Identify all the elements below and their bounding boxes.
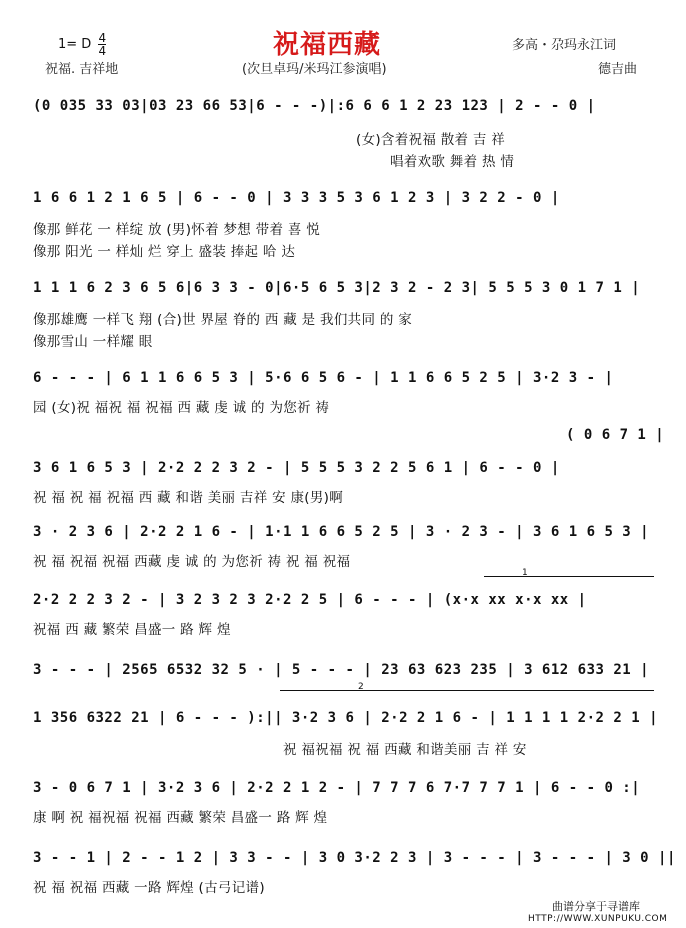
score-line-2-notes: 1 6 6 1 2 1 6 5 | 6 - - 0 | 3 3 3 5 3 6 1 2 3 | 3 2 2 - 0 | xyxy=(33,190,560,206)
score-line-12-lyric-1: 祝 福 祝福 西藏 一路 辉煌 (古弓记谱) xyxy=(33,880,265,896)
score-line-1-lyric-2: 唱着欢歌 舞着 热 情 xyxy=(390,154,515,170)
score-line-8-lyric-1: 祝福 西 藏 繁荣 昌盛一 路 辉 煌 xyxy=(33,622,231,638)
key-signature: 1= D $\frac{4}{4}$ xyxy=(58,31,107,58)
score-line-4-lyric-1: 园 (女)祝 福祝 福 祝福 西 藏 虔 诚 的 为您祈 祷 xyxy=(33,400,330,416)
score-line-9-notes: 3 - - - | 2565 6532 32 5 · | 5 - - - | 23 63 623 235 | 3 612 633 21 | xyxy=(33,662,650,678)
score-line-11-lyric-1: 康 啊 祝 福祝福 祝福 西藏 繁荣 昌盛一 路 辉 煌 xyxy=(33,810,328,826)
score-line-7-lyric-1: 祝 福 祝福 祝福 西藏 虔 诚 的 为您祈 祷 祝 福 祝福 xyxy=(33,554,351,570)
subtitle: 祝福. 吉祥地 xyxy=(45,62,119,77)
score-line-7-notes: 3 · 2 3 6 | 2·2 2 1 6 - | 1·1 1 6 6 5 2 5 | 3 · 2 3 - | 3 6 1 6 5 3 | xyxy=(33,524,650,540)
score-line-12-notes: 3 - - 1 | 2 - - 1 2 | 3 3 - - | 3 0 3·2 2 3 | 3 - - - | 3 - - - | 3 0 || xyxy=(33,850,676,866)
composer: 德吉曲 xyxy=(598,62,638,77)
volta-bracket-1: 1 xyxy=(484,576,654,577)
score-line-4-notes: 6 - - - | 6 1 1 6 6 5 3 | 5·6 6 5 6 - | 1 1 6 6 5 2 5 | 3·2 3 - | xyxy=(33,370,614,386)
score-line-6-lyric-1: 祝 福 祝 福 祝福 西 藏 和谐 美丽 吉祥 安 康(男)啊 xyxy=(33,490,344,506)
score-line-5-notes: ( 0 6 7 1 | xyxy=(566,427,665,443)
score-line-6-notes: 3 6 1 6 5 3 | 2·2 2 2 3 2 - | 5 5 5 3 2 2 5 6 1 | 6 - - 0 | xyxy=(33,460,560,476)
score-line-2-lyric-1: 像那 鲜花 一 样绽 放 (男)怀着 梦想 带着 喜 悦 xyxy=(33,222,321,238)
score-line-1-lyric-1: (女)含着祝福 散着 吉 祥 xyxy=(356,132,506,148)
watermark-url: HTTP://WWW.XUNPUKU.COM xyxy=(528,914,668,924)
score-line-2-lyric-2: 像那 阳光 一 样灿 烂 穿上 盛装 捧起 哈 达 xyxy=(33,244,296,260)
score-line-3-notes: 1 1 1 6 2 3 6 5 6|6 3 3 - 0|6·5 6 5 3|2 3 2 - 2 3| 5 5 5 3 0 1 7 1 | xyxy=(33,280,641,296)
time-signature: $\frac{4}{4}$ xyxy=(98,31,107,58)
score-line-11-notes: 3 - 0 6 7 1 | 3·2 3 6 | 2·2 2 1 2 - | 7 7 7 6 7·7 7 7 1 | 6 - - 0 :| xyxy=(33,780,641,796)
score-line-3-lyric-1: 像那雄鹰 一样飞 翔 (合)世 界屋 脊的 西 藏 是 我们共同 的 家 xyxy=(33,312,413,328)
lyricist: 多高・尕玛永江词 xyxy=(512,38,617,53)
score-line-10-notes: 1 356 6322 21 | 6 - - - ):|| 3·2 3 6 | 2·2 2 1 6 - | 1 1 1 1 2·2 2 1 | xyxy=(33,710,659,726)
score-line-10-lyric-1: 祝 福祝福 祝 福 西藏 和谐美丽 吉 祥 安 xyxy=(283,742,527,758)
watermark-stamp xyxy=(528,898,668,924)
score-line-3-lyric-2: 像那雪山 一样耀 眼 xyxy=(33,334,153,350)
score-line-1-notes: (0 035 33 03|03 23 66 53|6 - - -)|:6 6 6 1 2 23 123 | 2 - - 0 | xyxy=(33,98,596,114)
volta-bracket-2: 2 xyxy=(280,690,654,691)
score-line-8-notes: 2·2 2 2 3 2 - | 3 2 3 2 3 2·2 2 5 | 6 - - - | (x·x xx x·x xx | xyxy=(33,592,587,608)
song-title: 祝福西藏 xyxy=(273,30,382,60)
performers: (次旦卓玛/米玛江参演唱) xyxy=(242,62,387,77)
watermark-line-1: 曲谱分享于寻谱库 xyxy=(552,900,640,913)
